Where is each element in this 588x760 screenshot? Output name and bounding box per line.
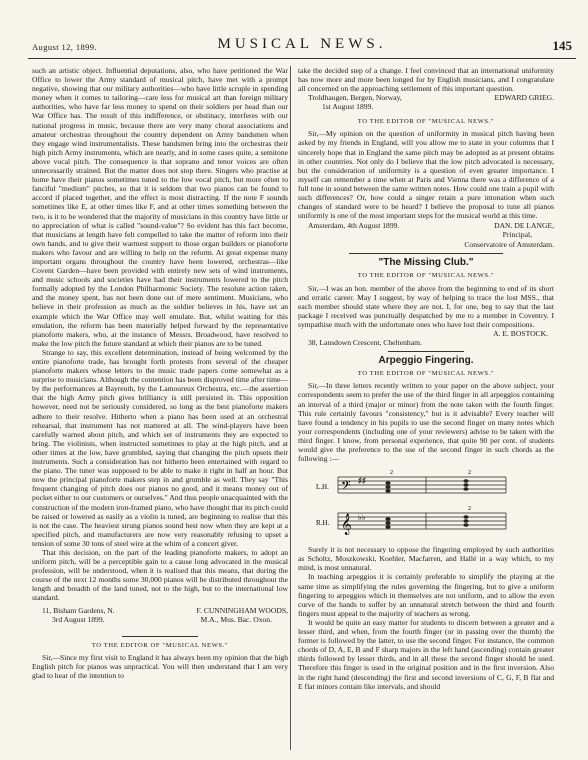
signature-place: Troldhaugen, Bergen, Norway,: [308, 93, 402, 103]
sharp-icon: ♯♯: [358, 476, 366, 486]
bass-clef-icon: 𝄢: [341, 478, 351, 497]
signature-name: F. CUNNINGHAM WOODS,: [196, 605, 288, 615]
column-divider: [290, 66, 291, 750]
staff-label-rh: R.H.: [316, 519, 330, 528]
signature-place: Amsterdam, 4th August 1899.: [308, 221, 400, 231]
editor-heading: TO THE EDITOR OF "MUSICAL NEWS.": [357, 370, 495, 378]
editor-heading: TO THE EDITOR OF "MUSICAL NEWS.": [357, 118, 495, 126]
treble-clef-icon: 𝄞: [341, 514, 352, 536]
fingering-number: 2: [468, 470, 471, 477]
editor-heading: TO THE EDITOR OF "MUSICAL NEWS.": [357, 272, 495, 280]
divider-rule: [388, 351, 465, 352]
paragraph: Surely it is not necessary to oppose the fingering employed by such authorities as Scholtz, Moszkowski, Koehler, Macfarren, and Hallé in a way which, to my mind, is most unnatural.: [298, 545, 554, 573]
signature-date: 3rd August 1899.: [52, 614, 105, 624]
author-address: 38, Lansdown Crescent, Cheltenham.: [308, 338, 422, 348]
right-column: [298, 66, 554, 756]
left-column: [32, 66, 288, 756]
woods-signature: [32, 606, 288, 632]
header-date: August 12, 1899.: [32, 42, 97, 52]
paragraph: It would be quite an easy matter for students to discern between a greater and a lesser third, and when, from the fourth finger (or in passing over the thumb) the former is followed by the latter, to use the second finger. For instance, the common chords of D, A, E, B and F sharp majors in the left hand (ascending) contain greater thirds followed by lesser thirds, and in all these the second finger should be used. Therefore this finger is used in the original position and in the first inversion. Also in the right hand (descending) the first and second inversions of C, G, F, B flat and E flat minors contain like intervals, and should: [298, 617, 554, 691]
paragraph: such an artistic object. Influential deputations, also, who have petitioned the War Office to lower the Army standard of musical pitch, have met with a prompt negative, showing that our military authorities—who have little scruple in spending money when it comes to tailoring—care less for musical art than foreign military authorities, who have far less money to spend on their soldiers per head than our War Office has. The result of this indifference, or obstinacy, interferes with our national progress in music, because there are very many choral associations and amateur orchestras throughout the country dependent on Army bandsmen when they engage wind instrumentalists. These bandsmen bring into the orchestras their high pitch Army instruments, which are nearly, and in some cases quite, a semitone above vocal pitch. The consequence is that soprano and tenor voices are often unnecessarily strained. But the matter does not stop there. Singers who practise at home have their pianos sometimes tuned to the low vocal pitch, but more often to fanciful "medium" pitches, so that it is seldom that two pianos can be found to accord if placed together, and the effect is most distracting. If the note F sounds sometimes like E, at other times like F, and at other times something between the two, is it to be wondered that the majority of musicians in this country have little or no appreciation of what is called "sound-value"? So evident has this fact become, that musicians at length have felt compelled to take the matter of reform into their own hands, and to give their warmest support to those organ builders or pianoforte makers who favour and are willing to help on the reform. At great expense many important organs throughout the country have been lowered, orchestras—like Covent Garden—have been provided with entirely new sets of wind instruments, and music schools and societies have had their instruments lowered to the pitch formally adopted by the London Philharmonic Society. The resolute action taken, and the money spent, has not been done out of mere sentiment. Musicians, who believe in their profession as much as the soldier believes in his, have set an example which the War Office may well emulate. But, whilst waiting for this emulation, the reform has been materially helped forward by the representative pianoforte makers, who, at the instance of Messrs. Broadwood, have resolved to make the low pitch the future standard at which their pianos are to be tuned.: [32, 66, 288, 348]
paragraph: Sir,—In three letters recently written to your paper on the above subject, your correspondents seem to prefer the use of the third finger in all arpeggios containing an interval of a third (major or minor) from the note taken with the fourth finger. This rule certainly favours "consistency," but is it advisable? Every teacher will have found a tendency in his pupils to use the second finger on many notes which your correspondents (including one of your reviewers) advise to be taken with the third finger. I know, from personal experience, that quite 90 per cent. of students would give the preference to the use of the second finger in such chords as the following :—: [298, 381, 554, 464]
signature-date: 1st August 1899.: [322, 102, 374, 112]
signature-title: Principal,: [502, 230, 532, 240]
signature-name: EDWARD GRIEG.: [494, 93, 554, 103]
paragraph: That this decision, on the part of the leading pianoforte makers, to adopt an uniform pitch, will be a perceptible gain to a cause long advocated in the musical profession, will be understood, when it is realised that this means, that during the course of the next 12 months some 30,000 pianos will be distributed throughout the length and breadth of the land tuned, not to the high, but to the international low standard.: [32, 547, 288, 603]
signature-credentials: M.A., Mus. Bac. Oxon.: [200, 614, 272, 624]
signature-name: DAN. DE LANGE,: [494, 221, 554, 231]
author-name: A. E. BOSTOCK.: [493, 328, 548, 338]
divider-rule: [349, 253, 503, 254]
page-number: 145: [552, 38, 572, 53]
editor-heading: TO THE EDITOR OF "MUSICAL NEWS.": [91, 641, 229, 649]
paragraph: Sir,—My opinion on the question of uniformity in musical pitch having been asked by my friends in England, will you allow me to state in your columns that I sincerely hope that in England the same pitch may be adopted as at present obtains in other countries. Not only do I believe that the low pitch advocated is necessary, but the consideration of uniformity is a question of even greater importance. I myself can remember a time when at Paris and Vienna there was a difference of a full tone in sound between the same written notes. How could one train a pupil with such differences? Or, how could a singer retain a pure intonation when such changes of standard were to be heard? I believe the proposal to tune all pianos uniformly is one of the most important steps for the musical world at this time.: [298, 129, 554, 221]
signature-address: 11, Bisham Gardens, N.: [42, 605, 115, 615]
publication-title: MUSICAL NEWS.: [217, 36, 387, 52]
grieg-signature: [298, 93, 554, 113]
fingering-number: 2: [390, 470, 393, 477]
signature-title: Conservatoire of Amsterdam.: [464, 239, 554, 249]
paragraph: Strange to say, this excellent determination, instead of being welcomed by the entire pianoforte trade, has brought forth protests from several of the cheaper pianoforte makers whose letters to the music trade papers come somewhat as a surprise to musicians. Although the contention has been disproved time after time—by the performances at Bayreuth, by the Lamoureux Orchestra, etc.—the assertion that the high Army pitch gives brilliancy is still persisted in. This opposition however, need not be seriously considered, so long as the best pianoforte makers adhere to their resolve. Hitherto when a piano has been used at an orchestral rehearsal, that instrument has not mattered at all. The wind-players have been carefully warned about pitch, and which set of instruments they are expected to bring. The violinists, when instructed sometimes to play at the high pitch, and at other times at the low, have grumbled, saying that changing the pitch upsets their instruments. Such a consideration has not hitherto been entertained with regard to the piano. The tuner was supposed to be able to make it right in half an hour. But now the principal pianoforte makers step in and grumble as well. They say "This frequent changing of pitch does our pianos no good, and it means money out of pocket either to our customers or ourselves." And thus people unacquainted with the construction of the modern iron-framed piano, who have thought that its pitch could be raised or lowered as easily as a violin is tuned, are beginning to realise that this is not the case. The heaviest strung pianos sound best now when they are kept at a specified pitch, and manufacturers are now very reasonably refusing to upset a tension of some 30 tons of steel wire at the whim of a concert giver.: [32, 347, 288, 548]
section-title: Arpeggio Fingering.: [378, 355, 474, 367]
paragraph: Sir,—I was an hon. member of the above from the beginning to end of its short and erratic career. May I suggest, by way of helping to trace the lost MSS., that each member should state where they are not. I, for one, beg to say that the last package I received was punctually despatched by me to a member in Coventry. I sympathise much with the unfortunate ones who have lost their compositions.: [298, 283, 554, 329]
lange-signature: [298, 221, 554, 249]
music-notation-figure: [316, 467, 516, 539]
fingering-number: 2: [468, 506, 471, 513]
paragraph: take the decided step of a change. I feel convinced that an international uniformity has now more and more been longed for by English musicians, and I congratulate all concerned on the approaching settlement of this important question.: [298, 66, 554, 94]
paragraph: In teaching arpeggios it is certainly preferable to simplify the playing at the same time as simplifying the rules governing the fingering, but to give a uniform fingering to arpeggios which in themselves are not uniform, and to allow the even curve of the hands to suffer by an unnatural stretch between the third and fourth fingers must appeal to the majority of teachers as wrong.: [298, 572, 554, 618]
flat-icon: ♭♭: [358, 513, 366, 523]
divider-rule: [122, 636, 199, 637]
staff-label-lh: L.H.: [316, 483, 329, 492]
paragraph: Sir,—Since my first visit to England it has always been my opinion that the high English pitch for pianos was unpractical. You will then understand that I am very glad to hear of the intention to: [32, 652, 288, 680]
section-title: "The Missing Club.": [378, 257, 474, 269]
page-header: [28, 36, 576, 59]
